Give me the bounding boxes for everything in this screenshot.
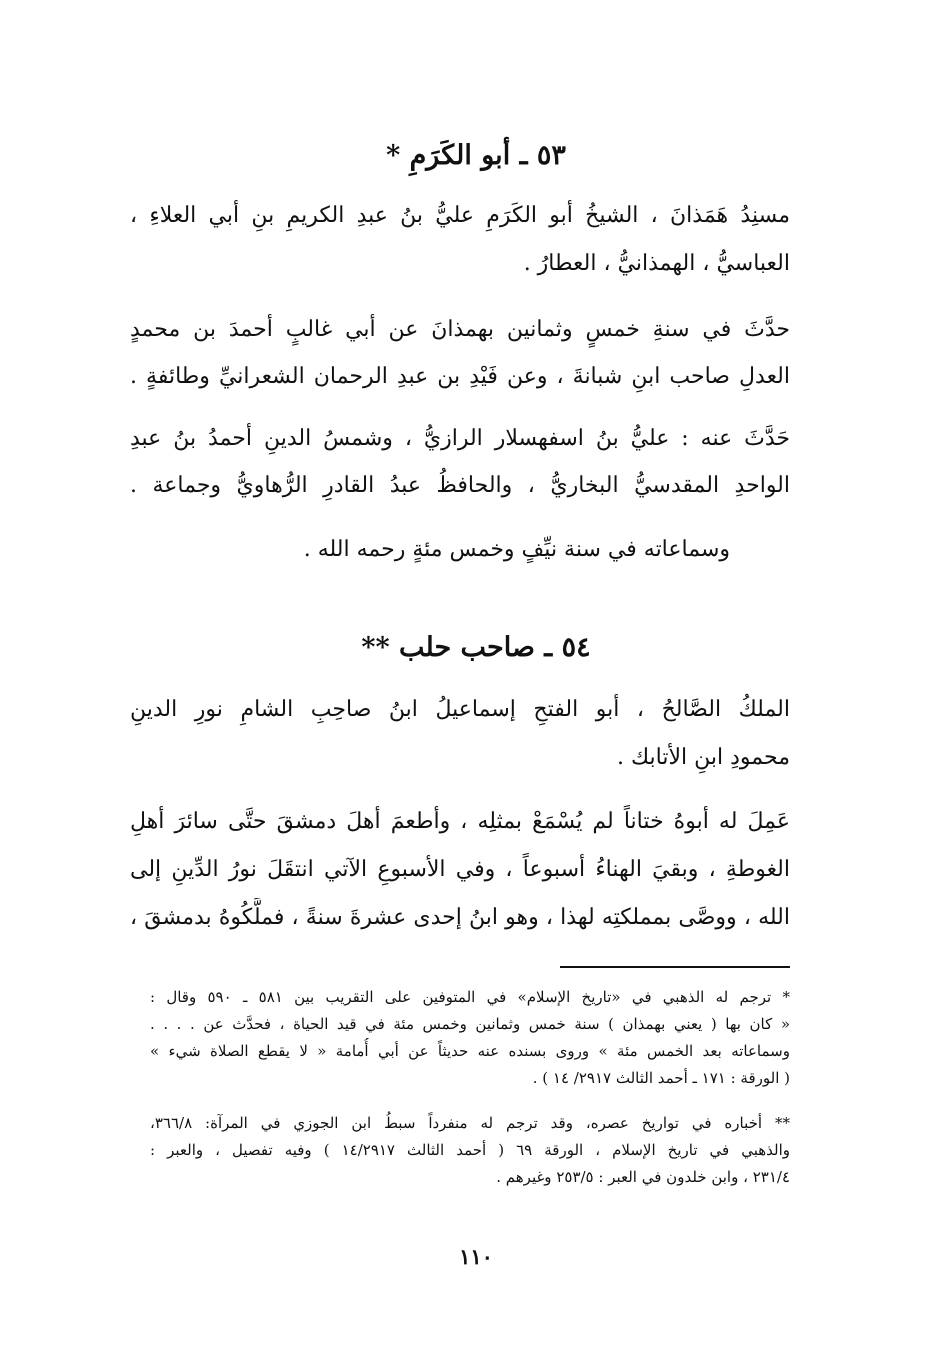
entry-54-para1-line2: محمودِ ابنِ الأتابك . (617, 745, 790, 770)
entry-54-para2-line1: عَمِلَ له أبوهُ ختاناً لم يُسْمَعْ بمثلِه ، وأطعمَ أهلَ دمشقَ حتَّى سائرَ أهلِ (130, 809, 790, 834)
page-number: ١١٠ (459, 1244, 493, 1269)
footnote-1-line2: « كان بها ( يعني بهمذان ) سنة خمس وثمانين وخمس مئة في قيد الحياة ، فحدَّث عن . . . . (150, 1015, 790, 1033)
footnote-1-line4: ( الورقة : ١٧١ ـ أحمد الثالث ٢٩١٧/ ١٤ ) . (532, 1069, 790, 1087)
entry-53-para3-line2: الواحدِ المقدسيُّ البخاريُّ ، والحافظُ عبدُ القادرِ الرُّهاويُّ وجماعة . (130, 473, 790, 498)
footnote-1-line3: وسماعاته بعد الخمس مئة » وروى بسنده عنه حديثاً عن أبي أُمامة « لا يقطع الصلاة شيء » (150, 1042, 790, 1060)
footnote-2-line3: ٢٣١/٤ ، وابن خلدون في العبر : ٢٥٣/٥ وغيرهم . (496, 1168, 790, 1186)
entry-53-para2-line2: العدلِ صاحب ابنِ شبانةَ ، وعن فَيْدِ بن عبدِ الرحمان الشعرانيِّ وطائفةٍ . (130, 364, 790, 389)
entry-54-para2-line3: الله ، ووصَّى بمملكتِه لهذا ، وهو ابنُ إحدى عشرةَ سنةً ، فملَّكُوهُ بدمشقَ ، (130, 905, 790, 930)
entry-54-para1-line1: الملكُ الصَّالحُ ، أبو الفتحِ إسماعيلُ ابنُ صاحِبِ الشامِ نورِ الدينِ (130, 697, 790, 722)
footnote-2-line2: والذهبي في تاريخ الإسلام ، الورقة ٦٩ ( أحمد الثالث ١٤/٢٩١٧ ) وفيه تفصيل ، والعبر : (150, 1141, 790, 1159)
entry-54-heading: ٥٤ ـ صاحب حلب ** (361, 632, 591, 663)
entry-54-para2-line2: الغوطةِ ، وبقيَ الهناءُ أسبوعاً ، وفي الأسبوعِ الآتي انتقَلَ نورُ الدِّينِ إلى (130, 857, 790, 882)
footnote-1-line1: * ترجم له الذهبي في «تاريخ الإسلام» في المتوفين على التقريب بين ٥٨١ ـ ٥٩٠ وقال : (150, 988, 790, 1006)
entry-53-heading: ٥٣ ـ أبو الكَرَمِ * (386, 140, 566, 171)
entry-53-para4-line1: وسماعاته في سنة نيِّفٍ وخمس مئةٍ رحمه الله . (303, 537, 730, 562)
entry-53-para1-line1: مسنِدُ هَمَذانَ ، الشيخُ أبو الكَرَمِ عليُّ بنُ عبدِ الكريمِ بنِ أبي العلاءِ ، (130, 203, 790, 228)
entry-53-para2-line1: حدَّثَ في سنةِ خمسٍ وثمانين بهمذانَ عن أبي غالبٍ أحمدَ بن محمدٍ (130, 317, 790, 342)
footnote-2-line1: ** أخباره في تواريخ عصره، وقد ترجم له منفرداً سبطُ ابن الجوزي في المرآة: ٣٦٦/٨، (150, 1114, 790, 1132)
entry-53-para1-line2: العباسيُّ ، الهمذانيُّ ، العطارُ . (523, 251, 790, 276)
entry-53-para3-line1: حَدَّثَ عنه : عليُّ بنُ اسفهسلار الرازيُّ ، وشمسُ الدينِ أحمدُ بنُ عبدِ (130, 426, 790, 451)
footnote-separator (560, 966, 790, 968)
